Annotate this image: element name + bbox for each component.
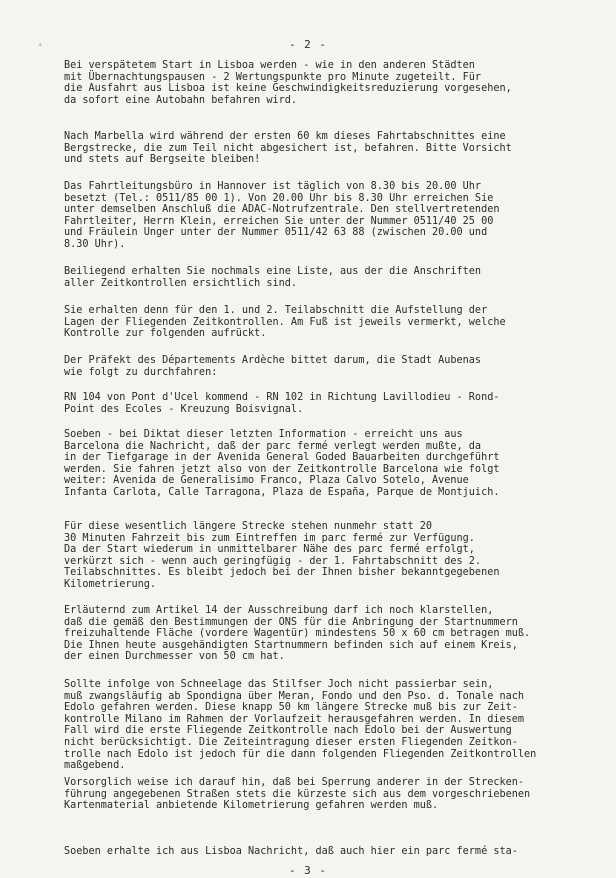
text-line: Bergstrecke, die zum Teil nicht abgesichert ist, befahren. Bitte Vorsicht	[64, 142, 512, 154]
text-line: Das Fahrtleitungsbüro in Hannover ist täglich von 8.30 bis 20.00 Uhr	[64, 181, 482, 192]
text-line: 8.30 Uhr).	[64, 238, 126, 250]
text-line: Der Präfekt des Départements Ardèche bittet darum, die Stadt Aubenas	[64, 355, 482, 366]
text-line: weiter: Avenida de Generalisimo Franco, Plaza Calvo Sotelo, Avenue	[64, 475, 469, 487]
text-line: da sofort eine Autobahn befahren wird.	[64, 94, 298, 106]
text-line: mit Übernachtungspausen - 2 Wertungspunkte pro Minute zugeteilt. Für	[64, 71, 482, 83]
text-line: Lagen der Fliegenden Zeitkontrollen. Am Fuß ist jeweils vermerkt, welche	[64, 316, 506, 328]
paragraph	[64, 305, 584, 340]
paragraph	[64, 429, 584, 499]
paragraph	[64, 777, 584, 812]
text-line: Edolo gefahren werden. Diese knapp 50 km längere Strecke muß bis zur Zeit-	[64, 702, 518, 714]
text-line: Kontrolle zur folgenden aufrückt.	[64, 328, 267, 340]
text-line: unter demselben Anschluß die ADAC-Notrufzentrale. Den stellvertretenden	[64, 204, 500, 216]
text-line: Kartenmaterial anbietende Kilometrierung gefahren werden muß.	[64, 800, 439, 812]
corner-mark: *	[38, 42, 43, 50]
paragraph	[64, 266, 584, 289]
text-line: die Ausfahrt aus Lisboa ist keine Geschwindigkeitsreduzierung vorgesehen,	[64, 83, 512, 95]
text-line: 30 Minuten Fahrzeit bis zum Eintreffen im parc fermé zur Verfügung.	[64, 532, 475, 544]
text-line: RN 104 von Pont d'Ucel kommend - RN 102 in Richtung Lavillodieu - Rond-	[64, 392, 500, 403]
page-number-header: - 2 -	[288, 38, 328, 51]
text-line: Barcelona die Nachricht, daß der parc fermé verlegt werden mußte, da	[64, 440, 482, 452]
text-line: kontrolle Milano im Rahmen der Vorlaufzeit herausgefahren werden. In diesem	[64, 713, 525, 725]
text-line: Nach Marbella wird während der ersten 60 km dieses Fahrtabschnittes eine	[64, 131, 506, 142]
text-line: Bei verspätetem Start in Lisboa werden - wie in den anderen Städten	[64, 60, 475, 71]
text-line: wie folgt zu durchfahren:	[64, 366, 218, 378]
text-line: werden. Sie fahren jetzt also von der Zeitkontrolle Barcelona wie folgt	[64, 463, 500, 475]
paragraph	[64, 355, 584, 378]
text-line: freizuhaltende Fläche (vordere Wagentür) mindestens 50 x 60 cm betragen muß.	[64, 628, 531, 640]
text-line: verkürzt sich - wenn auch geringfügig - der 1. Fahrtabschnitt des 2.	[64, 555, 482, 567]
page-number-footer: - 3 -	[288, 864, 328, 877]
text-line: Soeben erhalte ich aus Lisboa Nachricht, daß auch hier ein parc fermé sta-	[64, 846, 518, 857]
text-line: in der Tiefgarage in der Avenida General Goded Bauarbeiten durchgeführt	[64, 452, 500, 464]
text-line: Kilometrierung.	[64, 578, 157, 590]
paragraph	[64, 846, 584, 858]
text-line: Die Ihnen heute ausgehändigten Startnummern befinden sich auf einem Kreis,	[64, 639, 518, 651]
text-line: maßgebend.	[64, 760, 126, 772]
text-line: daß die gemäß den Bestimmungen der ONS für die Anbringung der Startnummern	[64, 616, 518, 628]
text-line: Erläuternd zum Artikel 14 der Ausschreibung darf ich noch klarstellen,	[64, 605, 494, 616]
paragraph	[64, 521, 584, 591]
paragraph	[64, 181, 584, 251]
text-line: muß zwangsläufig ab Spondigna über Meran, Fondo und den Pso. d. Tonale nach	[64, 690, 525, 702]
text-line: Point des Ecoles - Kreuzung Boisvignal.	[64, 403, 304, 415]
text-line: Fall wird die erste Fliegende Zeitkontrolle nach Edolo bei der Auswertung	[64, 725, 512, 737]
paragraph	[64, 605, 584, 663]
text-line: trolle nach Edolo ist jedoch für die dann folgenden Fliegenden Zeitkontrollen	[64, 748, 537, 760]
text-line: der einen Durchmesser von 50 cm hat.	[64, 651, 285, 663]
text-line: und stets auf Bergseite bleiben!	[64, 154, 261, 166]
text-line: Beiliegend erhalten Sie nochmals eine Liste, aus der die Anschriften	[64, 266, 482, 277]
text-line: aller Zeitkontrollen ersichtlich sind.	[64, 277, 298, 289]
text-line: Für diese wesentlich längere Strecke stehen nunmehr statt 20	[64, 521, 433, 532]
text-line: Sie erhalten denn für den 1. und 2. Teilabschnitt die Aufstellung der	[64, 305, 488, 316]
text-line: besetzt (Tel.: 0511/85 00 1). Von 20.00 Uhr bis 8.30 Uhr erreichen Sie	[64, 192, 494, 204]
paragraph	[64, 131, 584, 166]
text-line: nicht berücksichtigt. Die Zeiteintragung dieser ersten Fliegenden Zeitkon-	[64, 736, 518, 748]
paragraph	[64, 679, 584, 772]
text-line: Fahrtleiter, Herrn Klein, erreichen Sie unter der Nummer 0511/40 25 00	[64, 215, 494, 227]
text-line: Vorsorglich weise ich darauf hin, daß bei Sperrung anderer in der Strecken-	[64, 777, 525, 788]
paragraph	[64, 392, 584, 415]
paragraph	[64, 60, 584, 106]
text-line: und Fräulein Unger unter der Nummer 0511/42 63 88 (zwischen 20.00 und	[64, 227, 488, 239]
text-line: Sollte infolge von Schneelage das Stilfser Joch nicht passierbar sein,	[64, 679, 494, 690]
text-line: Teilabschnittes. Es bleibt jedoch bei der Ihnen bisher bekanntgegebenen	[64, 567, 500, 579]
text-line: Infanta Carlota, Calle Tarragona, Plaza de España, Parque de Montjuich.	[64, 486, 500, 498]
text-line: Soeben - bei Diktat dieser letzten Information - erreicht uns aus	[64, 429, 463, 440]
text-line: Da der Start wiederum in unmittelbarer Nähe des parc fermé erfolgt,	[64, 544, 475, 556]
text-line: führung angegebenen Straßen stets die kürzeste sich aus dem vorgeschriebenen	[64, 788, 531, 800]
